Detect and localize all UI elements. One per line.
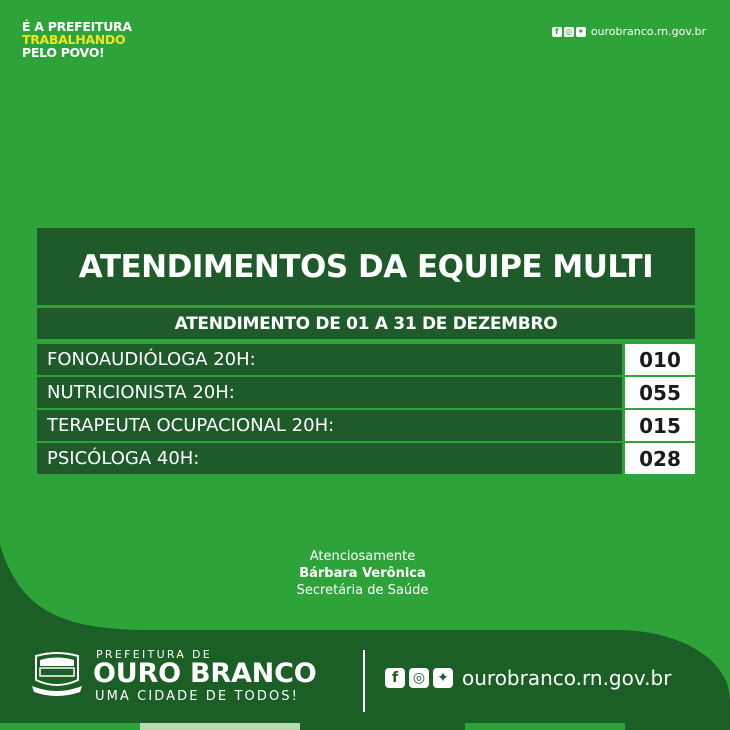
footer-website[interactable]: ourobranco.rn.gov.br xyxy=(462,666,672,690)
instagram-icon[interactable]: ◎ xyxy=(409,668,429,688)
bar-segment xyxy=(300,723,465,730)
row-label: PSICÓLOGA 40H: xyxy=(37,443,622,474)
facebook-icon[interactable]: f xyxy=(385,668,405,688)
period-subtitle: ATENDIMENTO DE 01 A 31 DE DEZEMBRO xyxy=(37,308,695,339)
header-website[interactable]: ourobranco.rn.gov.br xyxy=(590,25,706,38)
table-row xyxy=(37,443,695,474)
slogan-line-2: TRABALHANDO xyxy=(22,32,126,47)
footer-social xyxy=(385,666,671,690)
facebook-icon[interactable]: f xyxy=(552,27,562,37)
bar-segment xyxy=(465,723,625,730)
slogan xyxy=(22,20,132,59)
bar-segment xyxy=(0,723,140,730)
twitter-icon[interactable]: ✦ xyxy=(577,27,585,36)
page-title: ATENDIMENTOS DA EQUIPE MULTI xyxy=(78,248,654,285)
city-emblem-icon xyxy=(30,650,84,696)
table-row xyxy=(37,377,695,408)
city-tagline: UMA CIDADE DE TODOS! xyxy=(95,689,299,704)
twitter-icon[interactable]: ✦ xyxy=(433,668,453,688)
prefeitura-label: PREFEITURA DE xyxy=(96,648,213,661)
header-social xyxy=(552,25,706,38)
row-value: 055 xyxy=(625,377,695,408)
row-value: 010 xyxy=(625,344,695,375)
row-value: 015 xyxy=(625,410,695,441)
instagram-icon[interactable]: ◎ xyxy=(565,27,573,36)
slogan-line-1: É A PREFEITURA xyxy=(22,19,132,34)
city-name: OURO BRANCO xyxy=(93,658,317,689)
row-label: FONOAUDIÓLOGA 20H: xyxy=(37,344,622,375)
title-banner xyxy=(37,228,695,305)
table-row xyxy=(37,410,695,441)
row-label: TERAPEUTA OCUPACIONAL 20H: xyxy=(37,410,622,441)
row-label: NUTRICIONISTA 20H: xyxy=(37,377,622,408)
bottom-color-bars xyxy=(0,723,730,730)
row-value: 028 xyxy=(625,443,695,474)
signature-greeting: Atenciosamente xyxy=(309,549,416,564)
signature xyxy=(240,548,485,599)
bar-segment xyxy=(625,723,730,730)
footer-divider xyxy=(363,650,365,712)
signature-name: Bárbara Verônica xyxy=(299,566,426,581)
bar-segment xyxy=(140,723,300,730)
slogan-line-3: PELO POVO! xyxy=(22,45,105,60)
table-row xyxy=(37,344,695,375)
signature-role: Secretária de Saúde xyxy=(296,583,429,598)
